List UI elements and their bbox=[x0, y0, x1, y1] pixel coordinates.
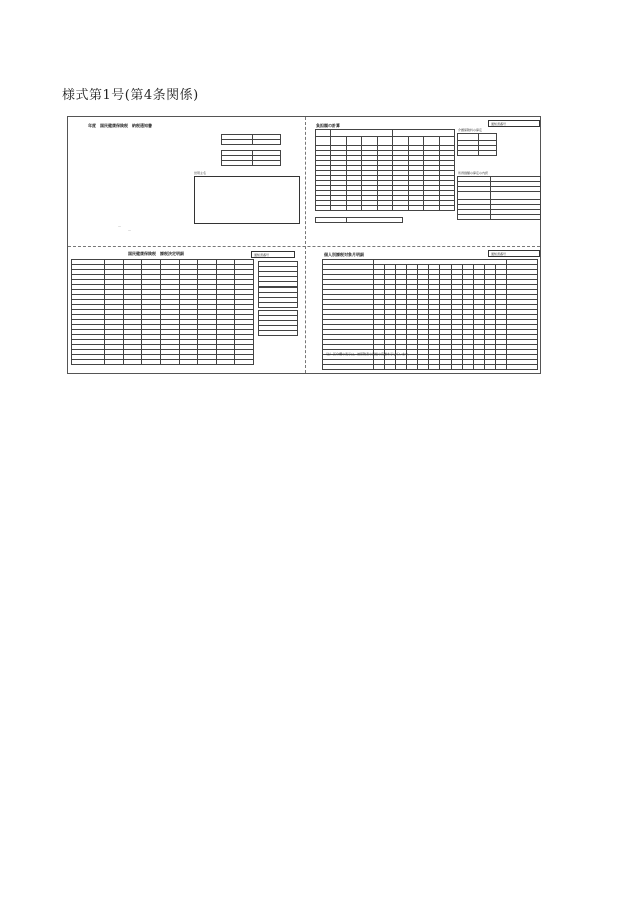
form-sheet bbox=[67, 116, 541, 374]
fold-line-vertical bbox=[305, 117, 306, 373]
q3-side-table-a bbox=[258, 261, 298, 287]
q3-notice-box: 通知書番号 bbox=[251, 251, 295, 258]
q2-notice-box: 通知書番号 bbox=[488, 120, 540, 127]
q1-info-table-b bbox=[221, 150, 281, 166]
q2-right-table1 bbox=[457, 133, 497, 156]
form-caption: 様式第1号(第4条関係) bbox=[62, 88, 199, 103]
q1-address-box bbox=[194, 176, 300, 224]
q4-title: 個人別課税対象月明細 bbox=[324, 252, 364, 257]
q2-right-title1: 介護保険料の算定 bbox=[458, 128, 483, 132]
q1-info-table-a bbox=[221, 134, 281, 145]
q2-right-table2 bbox=[457, 176, 541, 220]
q1-title: 年度 国民健康保険税 納税通知書 bbox=[88, 123, 152, 128]
q3-side-table-b bbox=[258, 287, 298, 308]
q4-note: （注）区分欄の表示は、被保険者の資格の有無を示しています。 bbox=[324, 352, 411, 356]
q1-footnote-a: — bbox=[118, 224, 121, 228]
q2-calc-table bbox=[315, 129, 455, 211]
q3-title: 国民健康保険税 課税決定明細 bbox=[128, 251, 184, 256]
fold-line-horizontal bbox=[68, 246, 540, 247]
q2-total-row bbox=[315, 217, 403, 223]
q2-right-title2: 所得割額の算定の内訳 bbox=[458, 171, 489, 175]
q1-box-label: 世帯主名 bbox=[194, 171, 207, 175]
q1-footnote-b: — bbox=[128, 228, 131, 232]
q3-detail-table bbox=[71, 259, 254, 365]
q3-side-table-c bbox=[258, 310, 298, 336]
q2-title: 負担額の計算 bbox=[316, 123, 340, 128]
q4-notice-box: 通知書番号 bbox=[488, 250, 540, 257]
